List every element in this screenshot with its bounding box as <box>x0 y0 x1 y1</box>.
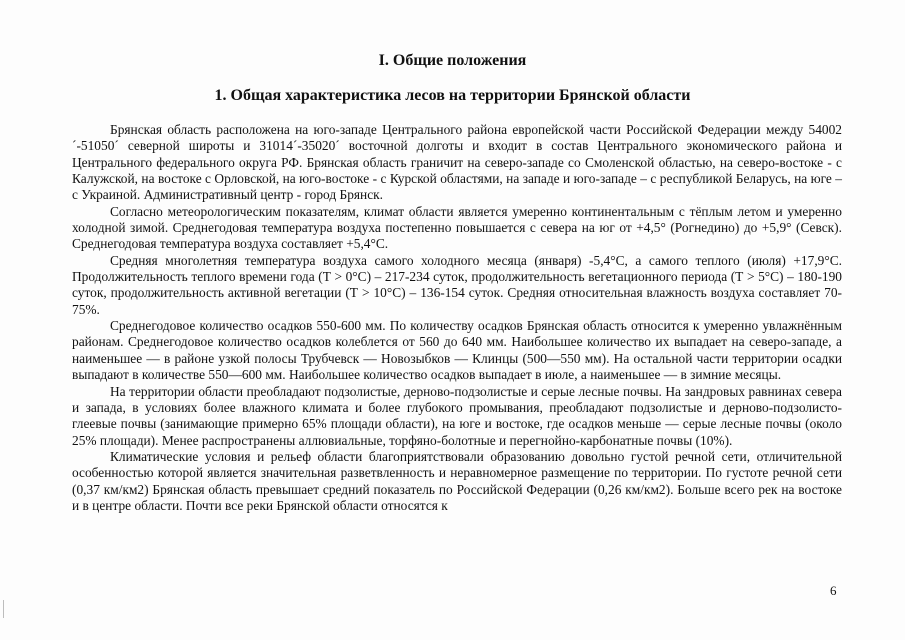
scan-edge-mark <box>3 600 4 618</box>
body-text <box>72 122 842 514</box>
page-number: 6 <box>830 583 837 598</box>
paragraph-soils: На территории области преобладают подзолистые, дерново-подзолистые и серые лесные почвы. На зандровых равнинах севера и запада, в условиях более влажного климата и более глубокого промывания, преобладают подзолистые и дерново-подзолисто-глеевые почвы (занимающие примерно 65% площади области), на юге и востоке, где осадков меньше — серые лесные почвы (около 25% площади). Менее распространены аллювиальные, торфяно-болотные и перегнойно-карбонатные почвы (10%). <box>72 383 842 448</box>
paragraph-rivers: Климатические условия и рельеф области благоприятствовали образованию довольно густой речной сети, отличительной особенностью которой является значительная разветвленность и неравномерное размещение по территории. По густоте речной сети (0,37 км/км2) Брянская область превышает средний показатель по Российской Федерации (0,26 км/км2). Больше всего рек на востоке и в центре области. Почти все реки Брянской области относятся к <box>72 448 842 513</box>
section-title: I. Общие положения <box>378 52 527 69</box>
paragraph-location: Брянская область расположена на юго-западе Центрального района европейской части Российской Федерации между 54002´-51050´ северной широты и 31014´-35020´ восточной долготы и входит в состав Центрального экономического района и Центрального федерального округа РФ. Брянская область граничит на северо-западе со Смоленской областью, на северо-востоке - с Калужской, на востоке с Орловской, на юго-востоке - с Курской областями, на западе и юго-западе – с республикой Беларусь, на юге – с Украиной. Административный центр - город Брянск. <box>72 122 842 203</box>
paragraph-temperature: Средняя многолетняя температура воздуха самого холодного месяца (января) -5,4°С, а самого теплого (июля) +17,9°С. Продолжительность теплого времени года (Т > 0°С) – 217-234 суток, продолжительность вегетационного периода (Т > 5°С) – 180-190 суток, продолжительность активной вегетации (Т > 10°С) – 136-154 суток. Средняя относительная влажность воздуха составляет 70-75%. <box>72 252 842 317</box>
paragraph-climate: Согласно метеорологическим показателям, климат области является умеренно континентальным с тёплым летом и умеренно холодной зимой. Среднегодовая температура воздуха постепенно повышается с севера на юг от +4,5° (Рогнедино) до +5,9° (Севск). Среднегодовая температура воздуха составляет +5,4°С. <box>72 203 842 252</box>
paragraph-precipitation: Среднегодовое количество осадков 550-600 мм. По количеству осадков Брянская область относится к умеренно увлажнённым районам. Среднегодовое количество осадков колеблется от 560 до 640 мм. Наибольшее количество их выпадает на северо-западе, а наименьшее — в районе узкой полосы Трубчевск — Новозыбков — Клинцы (500—550 мм). На остальной части территории осадки выпадают в количестве 550—600 мм. Наибольшее количество осадков выпадает в июле, а наименьшее — в зимние месяцы. <box>72 318 842 383</box>
chapter-title: 1. Общая характеристика лесов на территории Брянской области <box>214 87 691 104</box>
